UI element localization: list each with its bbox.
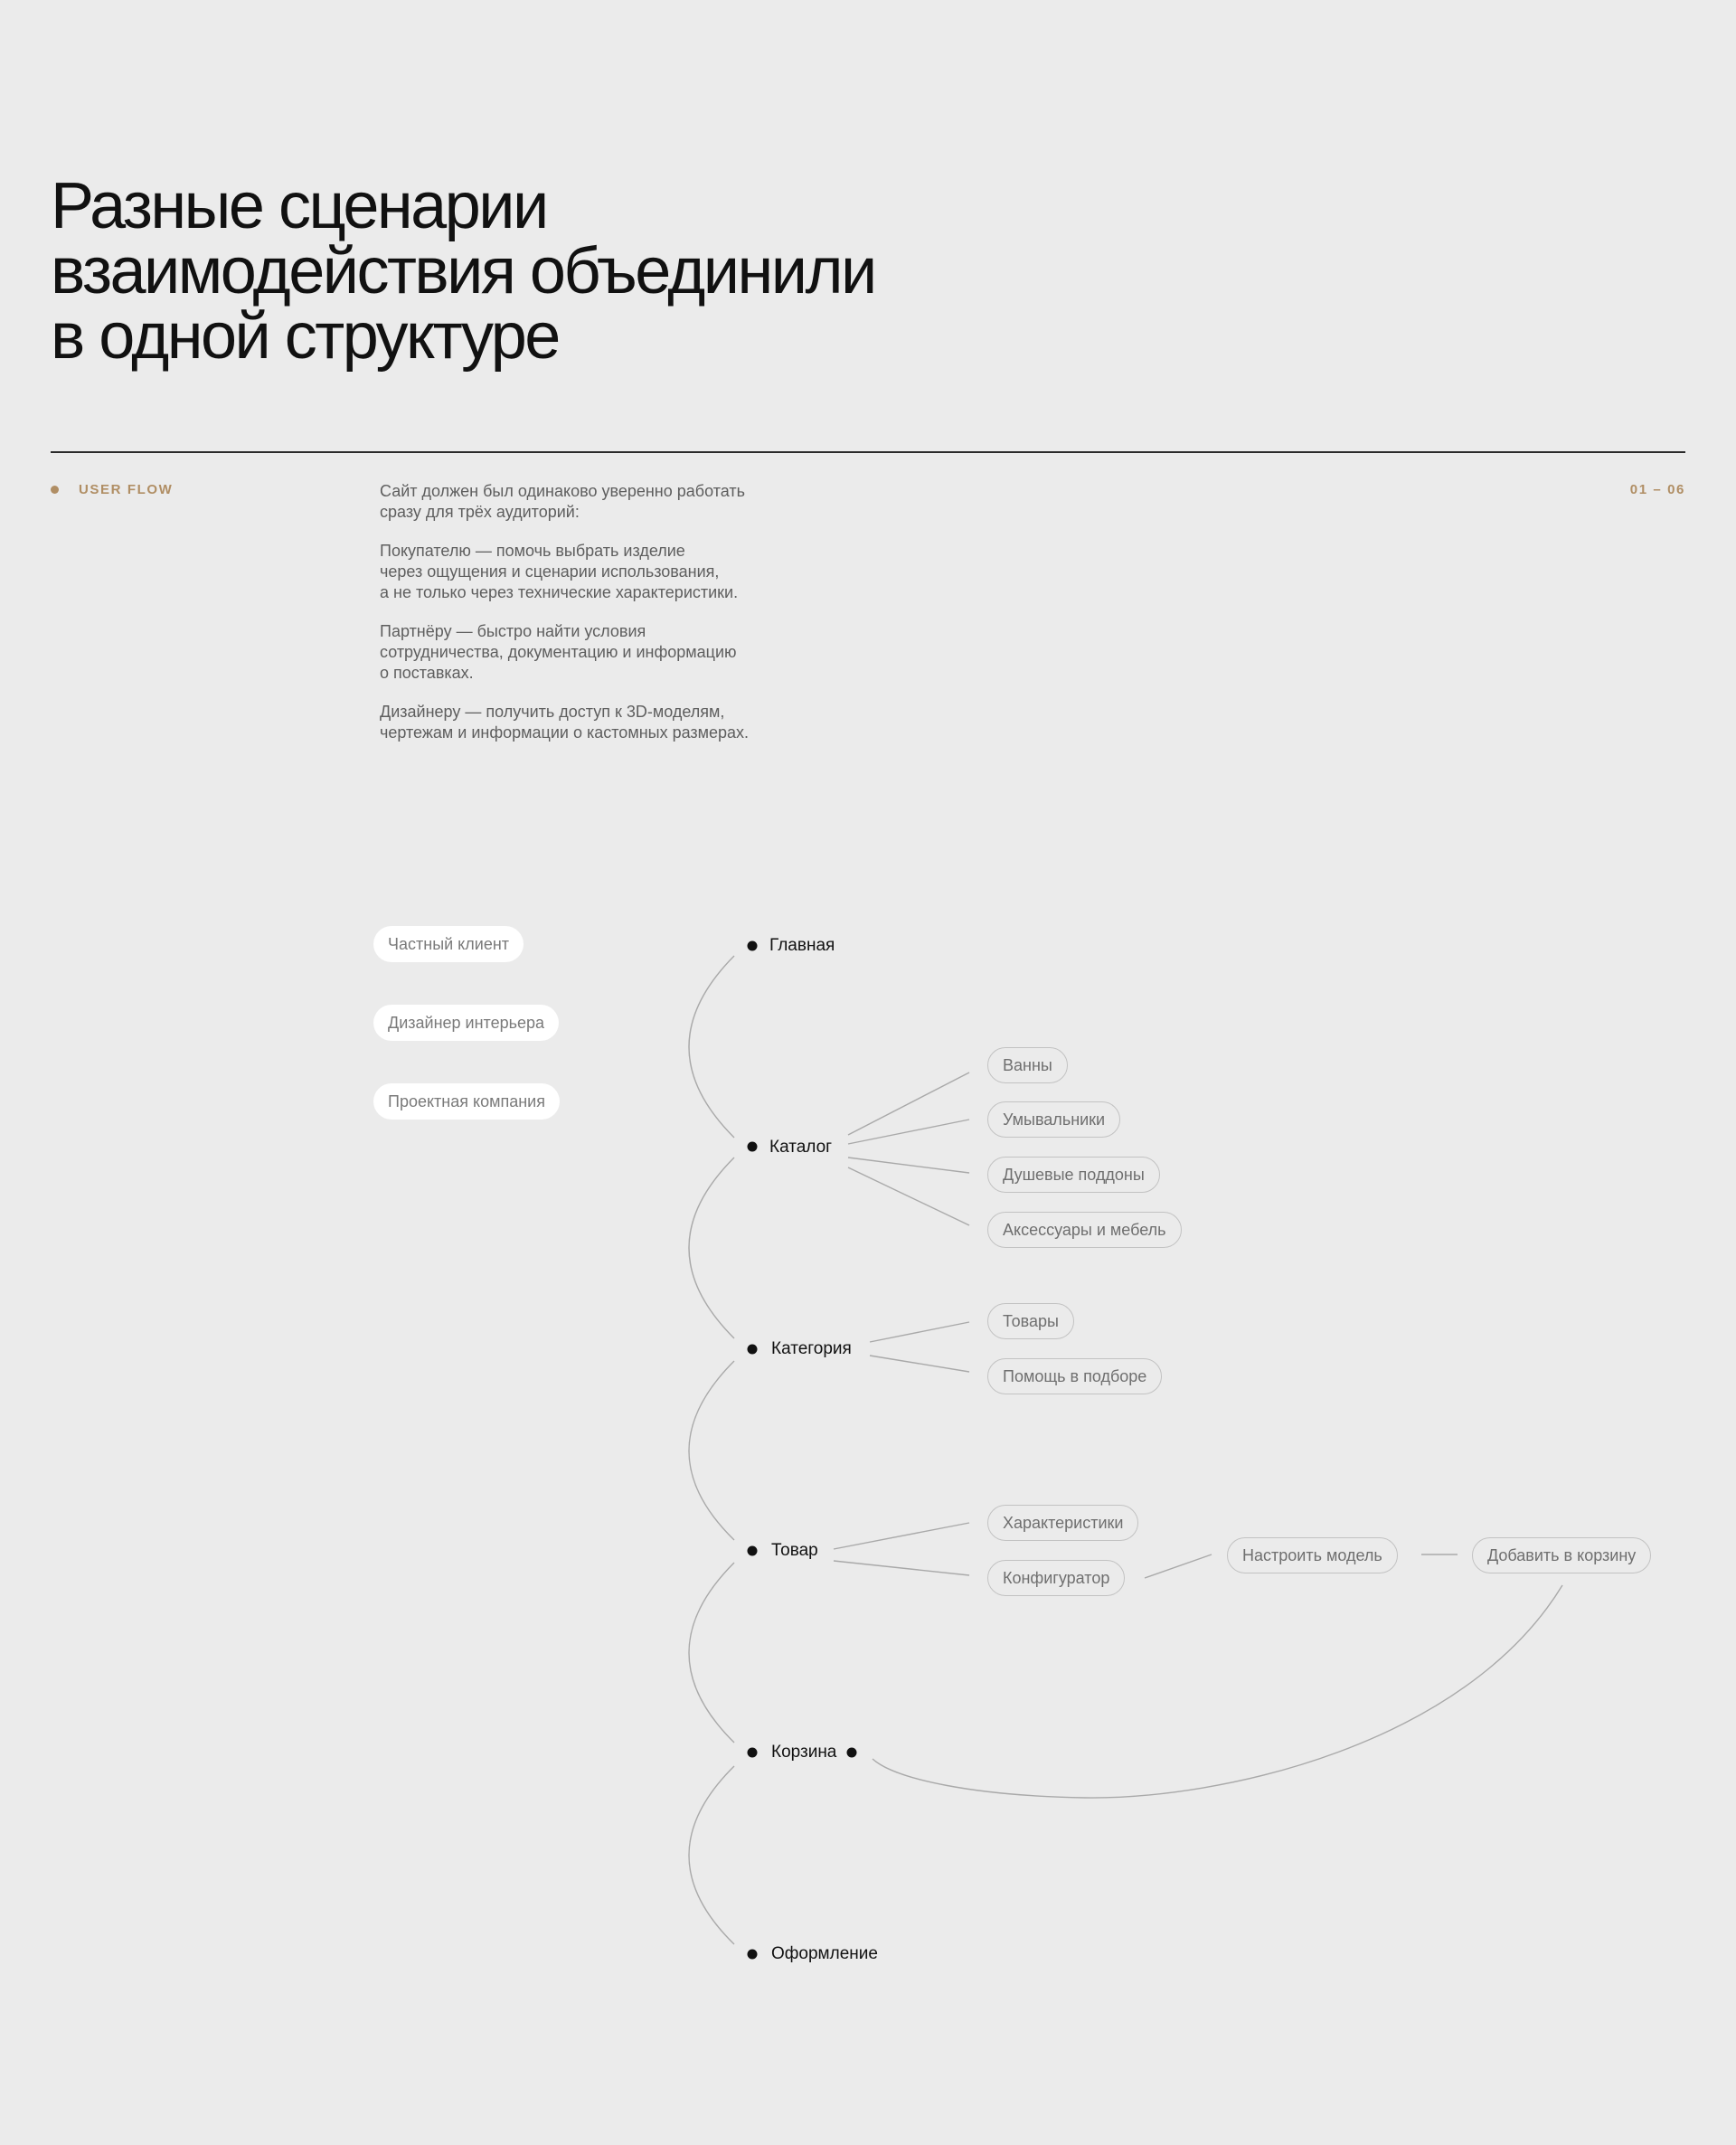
connector-catalog-baths — [848, 1072, 969, 1135]
spine-curve-product-cart — [689, 1563, 734, 1743]
section-divider — [51, 451, 1685, 453]
intro-paragraph-designer: Дизайнеру — получить доступ к 3D-моделям, чертежам и информации о кастомных размерах. — [380, 703, 750, 742]
node-dot-product — [748, 1546, 758, 1556]
node-dot-cart — [748, 1748, 758, 1758]
connector-product-configurator — [834, 1561, 969, 1575]
leaf-chip-baths: Ванны — [987, 1047, 1068, 1083]
intro-paragraph-partner: Партнёру — быстро найти условия сотрудничества, документацию и информацию о поставках. — [380, 622, 737, 682]
connector-category-help — [870, 1356, 969, 1372]
leaf-chip-goods: Товары — [987, 1303, 1074, 1339]
node-dot-category — [748, 1345, 758, 1355]
intro-text — [380, 481, 796, 761]
section-pager: 01 – 06 — [1629, 482, 1685, 497]
leaf-chip-configure-model: Настроить модель — [1227, 1537, 1398, 1573]
page-title — [51, 170, 875, 373]
flow-node-main: Главная — [769, 936, 835, 955]
leaf-chip-sinks: Умывальники — [987, 1101, 1120, 1138]
section-tag — [51, 482, 173, 497]
leaf-chip-shower-trays: Душевые поддоны — [987, 1157, 1160, 1193]
leaf-chip-selection-help: Помощь в подборе — [987, 1358, 1162, 1394]
spine-curve-main-catalog — [689, 956, 734, 1138]
audience-chip-interior-designer: Дизайнер интерьера — [373, 1005, 559, 1041]
intro-paragraph: Сайт должен был одинаково уверенно работать сразу для трёх аудиторий: — [380, 482, 745, 521]
node-dot-cart-return — [847, 1748, 857, 1758]
spine-curve-cart-checkout — [689, 1766, 734, 1944]
intro-paragraph-buyer: Покупателю — помочь выбрать изделие через ощущения и сценарии использования, а не только через технические характеристики. — [380, 542, 739, 601]
connector-configurator-setup — [1145, 1554, 1212, 1578]
flow-node-checkout: Оформление — [771, 1944, 878, 1963]
title-line-1: Разные сценарии — [51, 170, 547, 242]
bullet-dot-icon — [51, 486, 59, 494]
leaf-chip-add-to-cart: Добавить в корзину — [1472, 1537, 1651, 1573]
leaf-chip-specs: Характеристики — [987, 1505, 1138, 1541]
connector-catalog-shower-trays — [848, 1158, 969, 1173]
audience-chip-private-client: Частный клиент — [373, 926, 524, 962]
flow-node-category: Категория — [771, 1339, 852, 1358]
section-tag-label: USER FLOW — [79, 482, 174, 497]
audience-chip-project-company: Проектная компания — [373, 1083, 560, 1120]
leaf-chip-configurator: Конфигуратор — [987, 1560, 1125, 1596]
spine-curve-catalog-category — [689, 1158, 734, 1338]
connector-catalog-sinks — [848, 1120, 969, 1144]
title-line-2: взаимодействия объединили — [51, 235, 875, 307]
connector-product-specs — [834, 1523, 969, 1549]
spine-curve-category-product — [689, 1361, 734, 1540]
flow-node-catalog: Каталог — [769, 1138, 833, 1157]
title-line-3: в одной структуре — [51, 300, 559, 373]
connector-category-goods — [870, 1322, 969, 1342]
connector-catalog-accessories — [848, 1167, 969, 1225]
leaf-chip-accessories: Аксессуары и мебель — [987, 1212, 1182, 1248]
flow-node-cart: Корзина — [771, 1743, 837, 1762]
node-dot-catalog — [748, 1142, 758, 1152]
flow-node-product: Товар — [771, 1541, 818, 1560]
node-dot-main — [748, 941, 758, 951]
node-dot-checkout — [748, 1950, 758, 1960]
connector-add-to-cart-cart — [873, 1585, 1562, 1798]
